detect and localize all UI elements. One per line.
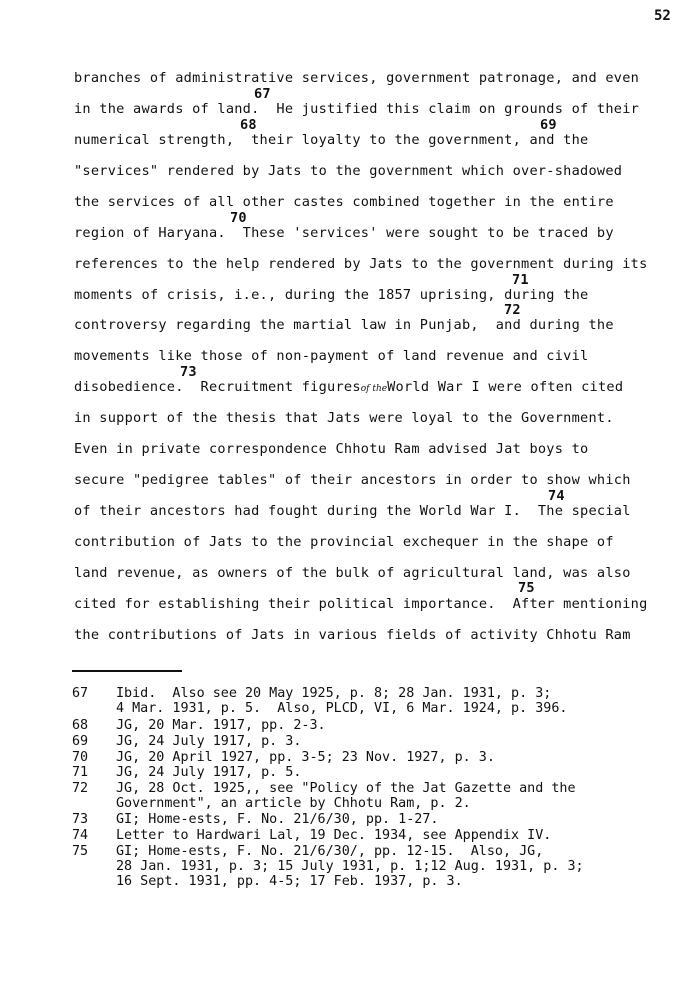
footnote-text: GI; Home-ests, F. No. 21/6/30, pp. 1-27.	[116, 812, 439, 827]
body-line-part: World War I were often cited	[387, 379, 624, 395]
body-line: references to the help rendered by Jats to the government during its	[74, 256, 648, 272]
footnote-number: 75	[72, 844, 89, 859]
footnote-number: 72	[72, 781, 89, 796]
body-line: in support of the thesis that Jats were loyal to the Government.	[74, 410, 614, 426]
body-line: in the awards of land. He justified this claim on grounds of their	[74, 101, 640, 117]
body-line	[74, 379, 623, 397]
body-line: numerical strength, their loyalty to the government, and the	[74, 132, 589, 148]
footnote-marker-69: 69	[540, 117, 557, 133]
footnote-marker-68: 68	[240, 117, 257, 133]
footnote-text: JG, 20 April 1927, pp. 3-5; 23 Nov. 1927, p. 3.	[116, 750, 495, 765]
footnote-marker-74: 74	[548, 488, 565, 504]
body-line: of their ancestors had fought during the World War I. The special	[74, 503, 631, 519]
footnote-text: JG, 24 July 1917, p. 5.	[116, 765, 302, 780]
body-line: contribution of Jats to the provincial exchequer in the shape of	[74, 534, 614, 550]
footnote-marker-67: 67	[254, 86, 271, 102]
handwritten-insert: of the	[360, 384, 388, 394]
body-line: Even in private correspondence Chhotu Ram advised Jat boys to	[74, 441, 589, 457]
footnote-marker-73: 73	[180, 364, 197, 380]
footnote-text: 16 Sept. 1931, pp. 4-5; 17 Feb. 1937, p. 3.	[116, 874, 463, 889]
footnote-text: JG, 20 Mar. 1917, pp. 2-3.	[116, 718, 326, 733]
footnote-number: 67	[72, 686, 89, 701]
footnote-number: 68	[72, 718, 89, 733]
footnote-text: Letter to Hardwari Lal, 19 Dec. 1934, see Appendix IV.	[116, 828, 552, 843]
footnote-marker-71: 71	[512, 272, 529, 288]
body-line: region of Haryana. These 'services' were sought to be traced by	[74, 225, 614, 241]
body-line: controversy regarding the martial law in Punjab, and during the	[74, 317, 614, 333]
footnote-text: 28 Jan. 1931, p. 3; 15 July 1931, p. 1;12 Aug. 1931, p. 3;	[116, 859, 584, 874]
body-line: the contributions of Jats in various fields of activity Chhotu Ram	[74, 627, 631, 643]
footnote-number: 73	[72, 812, 89, 827]
page-number: 52	[654, 8, 671, 24]
footnote-text: GI; Home-ests, F. No. 21/6/30/, pp. 12-15. Also, JG,	[116, 844, 544, 859]
body-line: cited for establishing their political importance. After mentioning	[74, 596, 648, 612]
footnote-text: 4 Mar. 1931, p. 5. Also, PLCD, VI, 6 Mar. 1924, p. 396.	[116, 701, 568, 716]
footnote-number: 74	[72, 828, 89, 843]
footnote-divider	[72, 670, 182, 672]
footnote-text: Ibid. Also see 20 May 1925, p. 8; 28 Jan. 1931, p. 3;	[116, 686, 552, 701]
footnote-text: Government", an article by Chhotu Ram, p. 2.	[116, 796, 471, 811]
body-line: the services of all other castes combined together in the entire	[74, 194, 614, 210]
footnote-number: 71	[72, 765, 89, 780]
footnote-marker-70: 70	[230, 210, 247, 226]
body-line: secure "pedigree tables" of their ancestors in order to show which	[74, 472, 631, 488]
body-line: land revenue, as owners of the bulk of agricultural land, was also	[74, 565, 631, 581]
body-line: "services" rendered by Jats to the government which over-shadowed	[74, 163, 623, 179]
footnote-text: JG, 24 July 1917, p. 3.	[116, 734, 302, 749]
footnote-marker-75: 75	[518, 580, 535, 596]
body-line: moments of crisis, i.e., during the 1857 uprising, during the	[74, 287, 589, 303]
body-line: branches of administrative services, government patronage, and even	[74, 70, 640, 86]
footnote-marker-72: 72	[504, 302, 521, 318]
body-line: movements like those of non-payment of land revenue and civil	[74, 348, 589, 364]
body-line-part: disobedience. Recruitment figures	[74, 379, 361, 395]
footnote-number: 69	[72, 734, 89, 749]
footnote-text: JG, 28 Oct. 1925,, see "Policy of the Jat Gazette and the	[116, 781, 576, 796]
footnote-number: 70	[72, 750, 89, 765]
